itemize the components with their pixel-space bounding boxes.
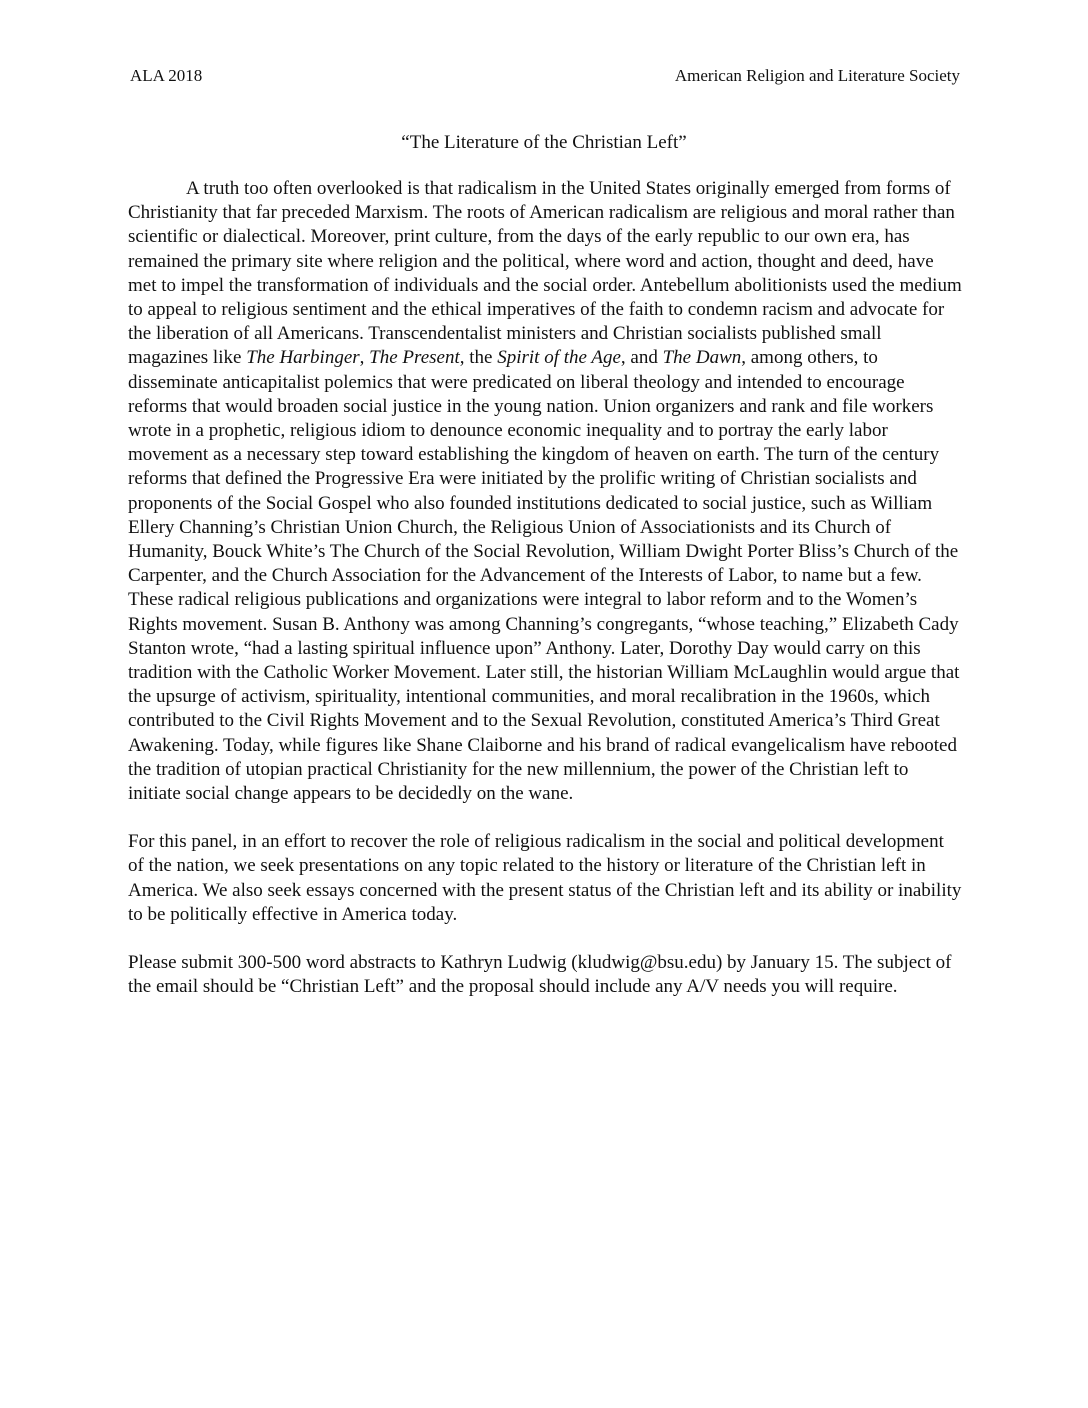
page-header bbox=[130, 64, 960, 88]
paragraph-submission: Please submit 300-500 word abstracts to Kathryn Ludwig (kludwig@bsu.edu) by January 15. The subject of the email should be “Christian Left” and the proposal should include any A/V needs you will require. bbox=[128, 952, 952, 998]
separator-2: , the bbox=[459, 347, 498, 369]
paragraph-intro-text-2: , among others, to disseminate anticapitalist polemics that were predicated on liberal theology and intended to encourage reforms that would broaden social justice in the young nation. Union organizers and rank and file workers wrote in a prophetic, religious idiom to denounce economic inequality and to portray the early labor movement as a necessary step toward establishing the kingdom of heaven on earth. The turn of the century reforms that defined the Progressive Era were initiated by the prolific writing of Christian socialists and proponents of the Social Gospel who also founded institutions dedicated to social justice, such as William Ellery Channing’s Christian Union Church, the Religious Union of Associationists and its Church of Humanity, Bouck White’s The Church of the Social Revolution, William Dwight Porter Bliss’s Church of the Carpenter, and the Church Association for the Advancement of the Interests of Labor, to name but a few. These radical religious publications and organizations were integral to labor reform and to the Women’s Rights movement. Susan B. Anthony was among Channing’s congregants, “whose teaching,” Elizabeth Cady Stanton wrote, “had a lasting spiritual influence upon” Anthony. Later, Dorothy Day would carry on this tradition with the Catholic Worker Movement. Later still, the historian William McLaughlin would argue that the upsurge of activism, spirituality, intentional communities, and moral recalibration in the 1960s, which contributed to the Civil Rights Movement and to the Sexual Revolution, constituted America’s Third Great Awakening. Today, while figures like Shane Claiborne and his brand of radical evangelicalism have rebooted the tradition of utopian practical Christianity for the new millennium, the power of the Christian left to initiate social change appears to be decidedly on the wane. bbox=[128, 347, 960, 805]
paragraph-gap bbox=[128, 927, 962, 951]
separator-3: , and bbox=[620, 347, 663, 369]
document-body bbox=[128, 177, 962, 1000]
magazine-title-harbinger: The Harbinger bbox=[246, 347, 360, 369]
paragraph-intro bbox=[128, 177, 962, 806]
header-society: American Religion and Literature Society bbox=[674, 66, 960, 85]
paragraph-panel-scope: For this panel, in an effort to recover the role of religious radicalism in the social and political development of the nation, we seek presentations on any topic related to the history or literature of the Christian left in America. We also seek essays concerned with the present status of the Christian left and its ability or inability to be politically effective in America today. bbox=[128, 831, 962, 925]
separator-1: , bbox=[359, 347, 370, 369]
document-title: “The Literature of the Christian Left” bbox=[401, 132, 687, 153]
magazine-title-present: The Present bbox=[369, 347, 460, 369]
magazine-title-dawn: The Dawn bbox=[662, 347, 742, 369]
magazine-title-spirit-of-the-age: Spirit of the Age bbox=[497, 347, 621, 369]
paragraph-gap bbox=[128, 806, 962, 830]
paragraph-intro-text-1: A truth too often overlooked is that radicalism in the United States originally emerged from forms of Christianity that far preceded Marxism. The roots of American radicalism are religious and moral rather than scientific or dialectical. Moreover, print culture, from the days of the early republic to our own era, has remained the primary site where religion and the political, where word and action, thought and deed, have met to impel the transformation of individuals and the social order. Antebellum abolitionists used the medium to appeal to religious sentiment and the ethical imperatives of the faith to condemn racism and advocate for the liberation of all Americans. Transcendentalist ministers and Christian socialists published small magazines like bbox=[128, 178, 962, 369]
header-conference: ALA 2018 bbox=[130, 66, 203, 85]
